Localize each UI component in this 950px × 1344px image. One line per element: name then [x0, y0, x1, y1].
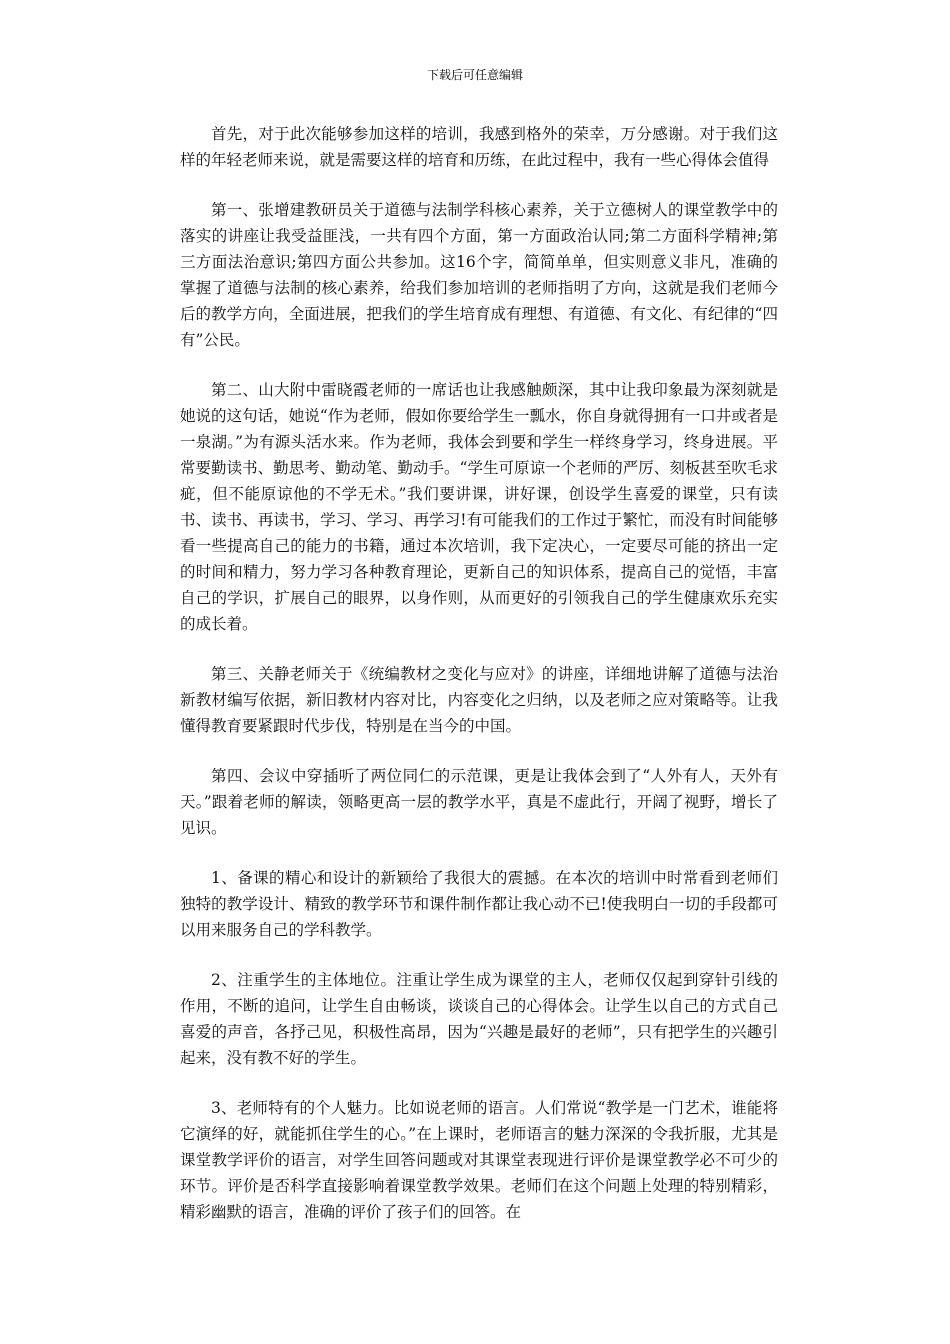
- paragraph-intro: 首先，对于此次能够参加这样的培训，我感到格外的荣幸，万分感谢。对于我们这样的年轻老师来说，就是需要这样的培育和历练，在此过程中，我有一些心得体会值得: [180, 125, 778, 169]
- paragraph-second-point: 第二、山大附中雷晓霞老师的一席话也让我感触颇深，其中让我印象最为深刻就是她说的这句话，她说“作为老师，假如你要给学生一瓢水，你自身就得拥有一口井或者是一泉湖。”为有源头活水来。作为老师，我体会到要和学生一样终身学习，终身进展。平常要勤读书、勤思考、勤动笔、勤动手。“学生可原谅一个老师的严厉、刻板甚至吹毛求疵，但不能原谅他的不学无术。”我们要讲课，讲好课，创设学生喜爱的课堂，只有读书、读书、再读书，学习、学习、再学习!有可能我们的工作过于繁忙，而没有时间能够看一些提高自己的能力的书籍，通过本次培训，我下定决心，一定要尽可能的挤出一定的时间和精力，努力学习各种教育理论，更新自己的知识体系，提高自己的觉悟，丰富自己的学识，扩展自己的眼界，以身作则，从而更好的引领我自己的学生健康欢乐充实的成长着。: [180, 381, 778, 633]
- page-header: 下载后可任意编辑: [426, 68, 523, 82]
- paragraph-item-3: 3、老师特有的个人魅力。比如说老师的语言。人们常说“教学是一门艺术，谁能将它演绎的好，就能抓住学生的心。”在上课时，老师语言的魅力深深的令我折服，尤其是课堂教学评价的语言，对学生回答问题或对其课堂表现进行评价是课堂教学必不可少的环节。评价是否科学直接影响着课堂教学效果。老师们在这个问题上处理的特别精彩，精彩幽默的语言，准确的评价了孩子们的回答。在: [180, 1099, 778, 1221]
- paragraph-fourth-point: 第四、会议中穿插听了两位同仁的示范课，更是让我体会到了“人外有人，天外有天。”跟着老师的解读，领略更高一层的教学水平，真是不虚此行，开阔了视野，增长了见识。: [180, 767, 778, 837]
- paragraph-third-point: 第三、关静老师关于《统编教材之变化与应对》的讲座，详细地讲解了道德与法治新教材编写依据，新旧教材内容对比，内容变化之归纳，以及老师之应对策略等。让我懂得教育要紧跟时代步伐，特别是在当今的中国。: [180, 665, 778, 735]
- paragraph-item-1: 1、备课的精心和设计的新颖给了我很大的震撼。在本次的培训中时常看到老师们独特的教学设计、精致的教学环节和课件制作都让我心动不已!使我明白一切的手段都可以用来服务自己的学科教学。: [180, 869, 778, 939]
- paragraph-first-point: 第一、张增建教研员关于道德与法制学科核心素养，关于立德树人的课堂教学中的落实的讲座让我受益匪浅，一共有四个方面，第一方面政治认同;第二方面科学精神;第三方面法治意识;第四方面公共参加。这16个字，简简单单，但实则意义非凡，准确的掌握了道德与法制的核心素养，给我们参加培训的老师指明了方向，这就是我们老师今后的教学方向，全面进展，把我们的学生培育成有理想、有道德、有文化、有纪律的“四有”公民。: [180, 201, 778, 349]
- paragraph-item-2: 2、注重学生的主体地位。注重让学生成为课堂的主人，老师仅仅起到穿针引线的作用，不断的追问，让学生自由畅谈，谈谈自己的心得体会。让学生以自己的方式自己喜爱的声音，各抒己见，积极性高昂，因为“兴趣是最好的老师”，只有把学生的兴趣引起来，没有教不好的学生。: [180, 971, 778, 1067]
- document-body: [180, 121, 778, 1225]
